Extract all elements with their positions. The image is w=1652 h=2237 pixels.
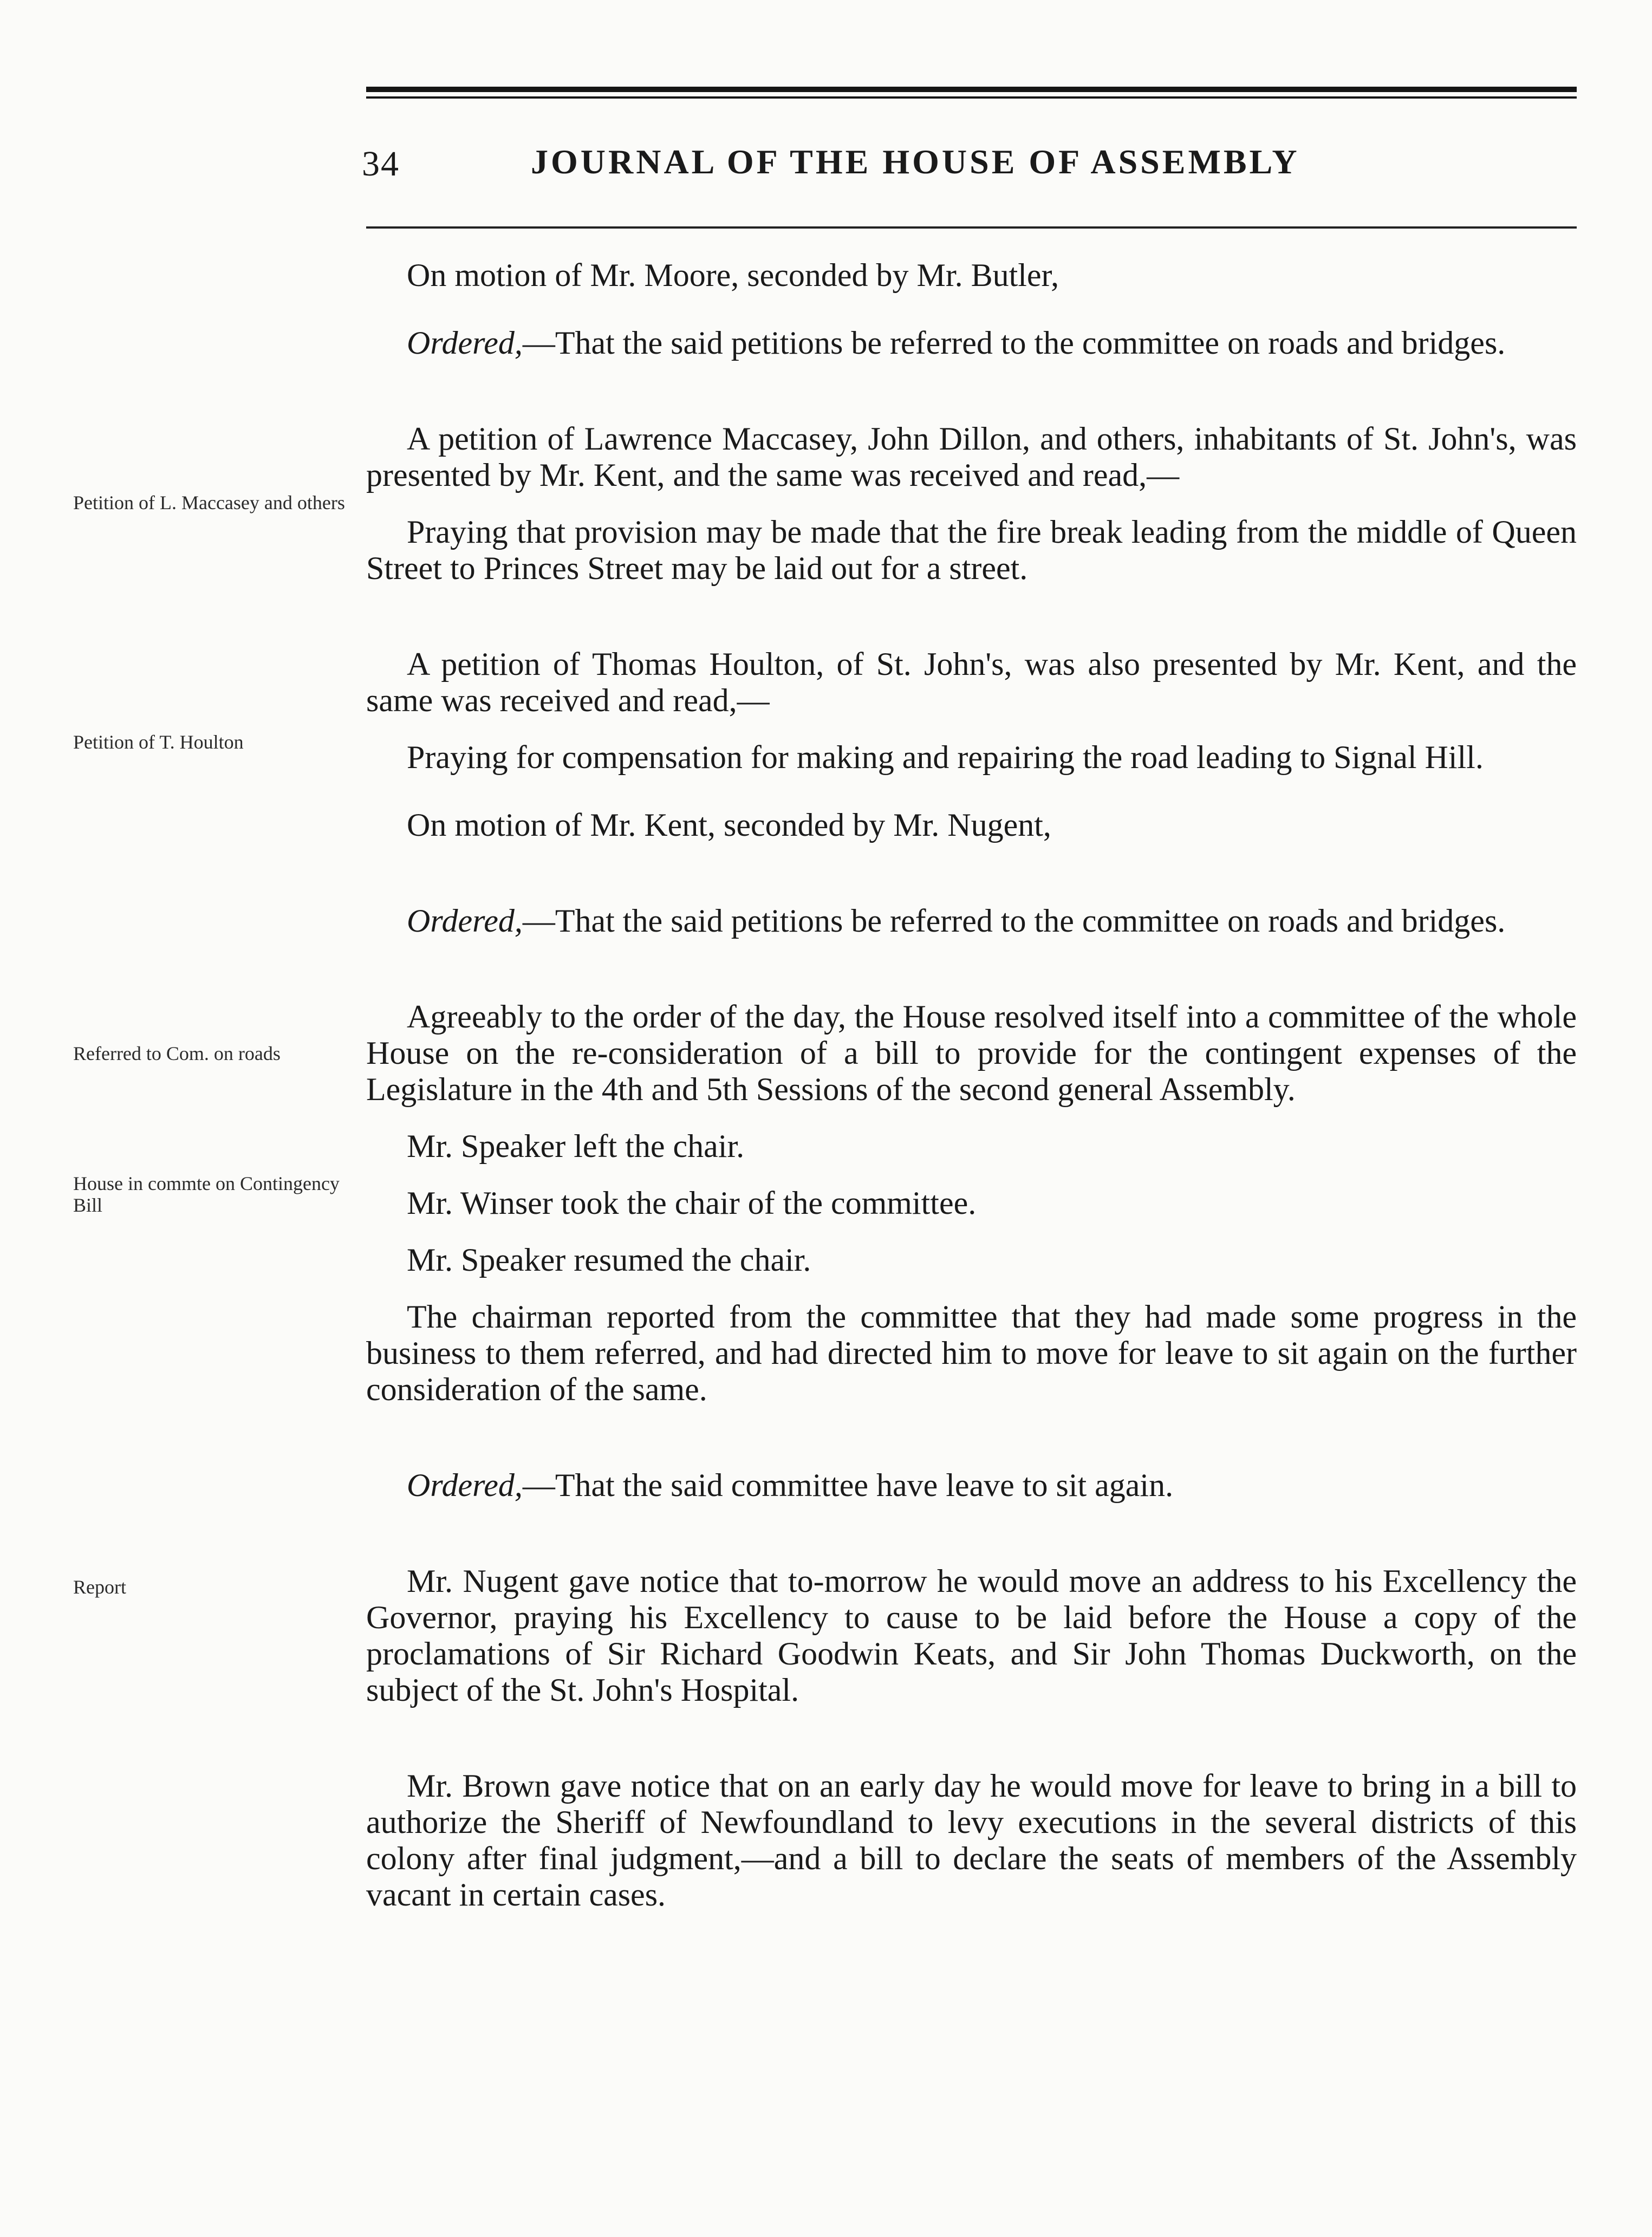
paragraph-speaker-left: Mr. Speaker left the chair.: [407, 1128, 745, 1164]
ordered-text: —That the said petitions be referred to the committee on roads and bridges.: [522, 325, 1506, 361]
paragraph-petition-maccasey: A petition of Lawrence Maccasey, John Dillon, and others, inhabitants of St. John's, was presented by Mr. Kent, and the same was received and read,—: [366, 421, 1577, 493]
margin-note-house-committee: House in commte on Contingency Bill: [73, 1173, 340, 1216]
margin-note-houlton: Petition of T. Houlton: [73, 731, 244, 753]
ordered-lead: Ordered,: [407, 903, 523, 939]
paragraph-praying-fire-break: Praying that provision may be made that the fire break leading from the middle of Queen Street to Princes Street may be laid out for a street.: [366, 514, 1577, 586]
running-head: JOURNAL OF THE HOUSE OF ASSEMBLY: [531, 142, 1300, 181]
paragraph-motion-moore: On motion of Mr. Moore, seconded by Mr. Butler,: [407, 257, 1059, 293]
paragraph-brown-notice: Mr. Brown gave notice that on an early day he would move for leave to bring in a bill to authorize the Sheriff of Newfoundland to levy executions in the several districts of this colony after final judgment,—and a bill to declare the seats of members of the Assembly vacant in certain cases.: [366, 1768, 1577, 1913]
paragraph-contingency-bill: Agreeably to the order of the day, the House resolved itself into a committee of the whole House on the re-consideration of a bill to provide for the contingent expenses of the Legislature in the 4th and 5th Sessions of the second general Assembly.: [366, 999, 1577, 1107]
journal-body: [366, 257, 1577, 1913]
paragraph-petition-houlton: A petition of Thomas Houlton, of St. John's, was also presented by Mr. Kent, and the same was received and read,—: [366, 646, 1577, 718]
page-number: 34: [362, 144, 400, 184]
margin-note-referred: Referred to Com. on roads: [73, 1043, 281, 1064]
margin-note-report: Report: [73, 1576, 126, 1598]
header-rule-double: [366, 87, 1577, 99]
paragraph-ordered-2: [366, 903, 1577, 939]
ordered-lead: Ordered,: [407, 1467, 523, 1503]
paragraph-chairman-report: The chairman reported from the committee that they had made some progress in the business to them referred, and had directed him to move for leave to sit again on the further consideration of the same.: [366, 1299, 1577, 1407]
paragraph-speaker-resumed: Mr. Speaker resumed the chair.: [407, 1242, 811, 1278]
ordered-lead: Ordered,: [407, 325, 523, 361]
paragraph-ordered-3: [366, 1467, 1577, 1504]
paragraph-ordered-1: [366, 325, 1577, 361]
ordered-text: —That the said petitions be referred to the committee on roads and bridges.: [522, 903, 1506, 939]
ordered-text: —That the said committee have leave to sit again.: [522, 1467, 1174, 1503]
paragraph-motion-kent: On motion of Mr. Kent, seconded by Mr. Nugent,: [407, 807, 1051, 843]
paragraph-winser-chair: Mr. Winser took the chair of the committee.: [407, 1185, 977, 1221]
header-rule-thin: [366, 226, 1577, 229]
paragraph-praying-compensation: Praying for compensation for making and repairing the road leading to Signal Hill.: [407, 739, 1484, 775]
margin-note-maccasey: Petition of L. Maccasey and others: [73, 492, 345, 513]
paragraph-nugent-notice: Mr. Nugent gave notice that to-morrow he would move an address to his Excellency the Governor, praying his Excellency to cause to be laid before the House a copy of the proclamations of Sir Richard Goodwin Keats, and Sir John Thomas Duckworth, on the subject of the St. John's Hospital.: [366, 1563, 1577, 1708]
